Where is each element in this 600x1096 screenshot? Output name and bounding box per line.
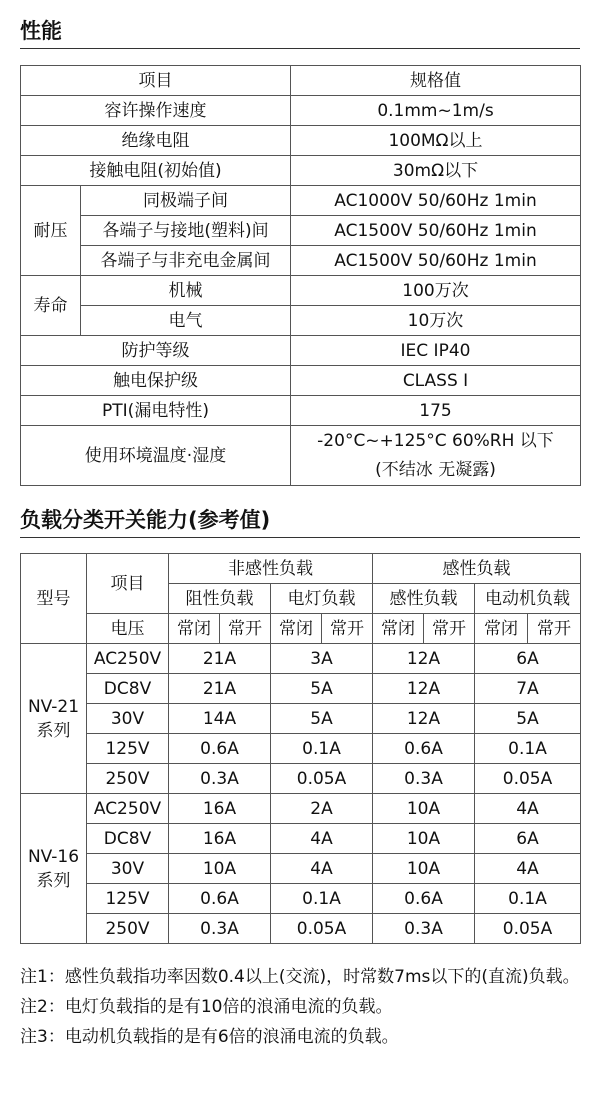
voltage-cell: AC250V — [87, 794, 169, 824]
lamp-value: 4A — [271, 824, 373, 854]
voltage-cell: 125V — [87, 884, 169, 914]
row-value: 0.1mm~1m/s — [291, 96, 581, 126]
motor-value: 6A — [475, 644, 581, 674]
row-value — [291, 426, 581, 486]
table-row — [21, 66, 581, 96]
inductive-value: 0.6A — [373, 884, 475, 914]
motor-value: 4A — [475, 794, 581, 824]
table-row — [21, 824, 581, 854]
inductive-value: 0.6A — [373, 734, 475, 764]
motor-value: 4A — [475, 854, 581, 884]
header-no: 常开 — [322, 614, 373, 644]
table-row — [21, 426, 581, 486]
model-series: 系列 — [36, 720, 71, 741]
inductive-value: 12A — [373, 644, 475, 674]
header-motor: 电动机负载 — [475, 584, 581, 614]
resistive-value: 21A — [169, 674, 271, 704]
header-no: 常开 — [220, 614, 271, 644]
motor-value: 7A — [475, 674, 581, 704]
table-row — [21, 734, 581, 764]
lamp-value: 2A — [271, 794, 373, 824]
row-label: 绝缘电阻 — [21, 126, 291, 156]
model-name: NV-16 — [27, 846, 80, 867]
load-title: 负载分类开关能力(参考值) — [20, 508, 271, 532]
header-spec: 规格值 — [291, 66, 581, 96]
lamp-value: 0.05A — [271, 914, 373, 944]
note-1 — [20, 962, 580, 992]
row-value: IEC IP40 — [291, 336, 581, 366]
row-label: 电气 — [81, 306, 291, 336]
lamp-value: 5A — [271, 704, 373, 734]
row-value: AC1000V 50/60Hz 1min — [291, 186, 581, 216]
resistive-value: 0.6A — [169, 734, 271, 764]
resistive-value: 21A — [169, 644, 271, 674]
row-value: 100万次 — [291, 276, 581, 306]
model-series: 系列 — [36, 870, 71, 891]
row-value: CLASS I — [291, 366, 581, 396]
table-row — [21, 914, 581, 944]
inductive-value: 10A — [373, 854, 475, 884]
inductive-value: 12A — [373, 674, 475, 704]
performance-table — [20, 65, 581, 486]
header-nc: 常闭 — [271, 614, 322, 644]
model-name: NV-21 — [27, 696, 80, 717]
table-row — [21, 246, 581, 276]
voltage-cell: 250V — [87, 764, 169, 794]
note-label: 注2： — [20, 997, 65, 1017]
row-label: 使用环境温度·湿度 — [21, 426, 291, 486]
header-resistive: 阻性负载 — [169, 584, 271, 614]
row-label: 各端子与非充电金属间 — [81, 246, 291, 276]
header-no: 常开 — [424, 614, 475, 644]
table-row — [21, 644, 581, 674]
note-text: 电动机负载指的是有6倍的浪涌电流的负载。 — [64, 1027, 399, 1047]
row-label: 接触电阻(初始值) — [21, 156, 291, 186]
resistive-value: 14A — [169, 704, 271, 734]
row-value: AC1500V 50/60Hz 1min — [291, 216, 581, 246]
header-item: 项目 — [87, 554, 169, 614]
model-cell — [21, 794, 87, 944]
table-row — [21, 704, 581, 734]
group-label-life: 寿命 — [21, 276, 81, 336]
table-row — [21, 216, 581, 246]
row-value: 175 — [291, 396, 581, 426]
lamp-value: 0.1A — [271, 734, 373, 764]
row-label: 同极端子间 — [81, 186, 291, 216]
table-row — [21, 276, 581, 306]
motor-value: 0.1A — [475, 734, 581, 764]
header-inductive-load: 感性负载 — [373, 584, 475, 614]
row-value: 30mΩ以下 — [291, 156, 581, 186]
resistive-value: 0.3A — [169, 764, 271, 794]
table-row — [21, 156, 581, 186]
table-row — [21, 854, 581, 884]
lamp-value: 5A — [271, 674, 373, 704]
inductive-value: 0.3A — [373, 764, 475, 794]
voltage-cell: 30V — [87, 854, 169, 884]
inductive-value: 0.3A — [373, 914, 475, 944]
row-label: 触电保护级 — [21, 366, 291, 396]
load-table-body — [21, 644, 581, 944]
table-row — [21, 764, 581, 794]
row-label: PTI(漏电特性) — [21, 396, 291, 426]
header-item: 项目 — [21, 66, 291, 96]
motor-value: 0.05A — [475, 914, 581, 944]
voltage-cell: 30V — [87, 704, 169, 734]
row-label: 机械 — [81, 276, 291, 306]
lamp-value: 0.05A — [271, 764, 373, 794]
lamp-value: 4A — [271, 854, 373, 884]
lamp-value: 3A — [271, 644, 373, 674]
header-nc: 常闭 — [373, 614, 424, 644]
env-value-line2: (不结冰 无凝露) — [375, 459, 496, 480]
table-row — [21, 884, 581, 914]
header-nc: 常闭 — [475, 614, 528, 644]
table-row — [21, 674, 581, 704]
motor-value: 5A — [475, 704, 581, 734]
resistive-value: 16A — [169, 824, 271, 854]
header-non-inductive: 非感性负载 — [169, 554, 373, 584]
row-value: 100MΩ以上 — [291, 126, 581, 156]
row-label: 容许操作速度 — [21, 96, 291, 126]
header-lamp: 电灯负载 — [271, 584, 373, 614]
resistive-value: 0.3A — [169, 914, 271, 944]
header-nc: 常闭 — [169, 614, 220, 644]
note-text: 感性负载指功率因数0.4以上(交流)，时常数7ms以下的(直流)负载。 — [64, 967, 580, 987]
inductive-value: 12A — [373, 704, 475, 734]
performance-title: 性能 — [20, 19, 62, 43]
table-row — [21, 366, 581, 396]
note-3 — [20, 1022, 580, 1052]
table-row — [21, 336, 581, 366]
load-table — [20, 553, 581, 944]
resistive-value: 10A — [169, 854, 271, 884]
lamp-value: 0.1A — [271, 884, 373, 914]
motor-value: 6A — [475, 824, 581, 854]
notes — [20, 962, 580, 1052]
note-2 — [20, 992, 580, 1022]
table-row — [21, 96, 581, 126]
table-row — [21, 126, 581, 156]
header-inductive: 感性负载 — [373, 554, 581, 584]
motor-value: 0.1A — [475, 884, 581, 914]
voltage-cell: 250V — [87, 914, 169, 944]
model-cell — [21, 644, 87, 794]
note-label: 注1： — [20, 967, 65, 987]
row-value: 10万次 — [291, 306, 581, 336]
inductive-value: 10A — [373, 794, 475, 824]
voltage-cell: AC250V — [87, 644, 169, 674]
group-label-withstand: 耐压 — [21, 186, 81, 276]
env-value-line1: -20°C~+125°C 60%RH 以下 — [317, 430, 554, 451]
motor-value: 0.05A — [475, 764, 581, 794]
row-label: 各端子与接地(塑料)间 — [81, 216, 291, 246]
title-divider — [20, 48, 580, 49]
row-label: 防护等级 — [21, 336, 291, 366]
resistive-value: 0.6A — [169, 884, 271, 914]
title-divider — [20, 537, 580, 538]
row-value: AC1500V 50/60Hz 1min — [291, 246, 581, 276]
note-label: 注3： — [20, 1027, 65, 1047]
header-voltage: 电压 — [87, 614, 169, 644]
table-row — [21, 396, 581, 426]
resistive-value: 16A — [169, 794, 271, 824]
voltage-cell: DC8V — [87, 824, 169, 854]
table-row — [21, 186, 581, 216]
table-header-row — [21, 554, 581, 584]
voltage-cell: DC8V — [87, 674, 169, 704]
table-row — [21, 794, 581, 824]
inductive-value: 10A — [373, 824, 475, 854]
header-no: 常开 — [528, 614, 581, 644]
header-model: 型号 — [21, 554, 87, 644]
note-text: 电灯负载指的是有10倍的浪涌电流的负载。 — [64, 997, 393, 1017]
table-header-row — [21, 614, 581, 644]
table-row — [21, 306, 581, 336]
voltage-cell: 125V — [87, 734, 169, 764]
